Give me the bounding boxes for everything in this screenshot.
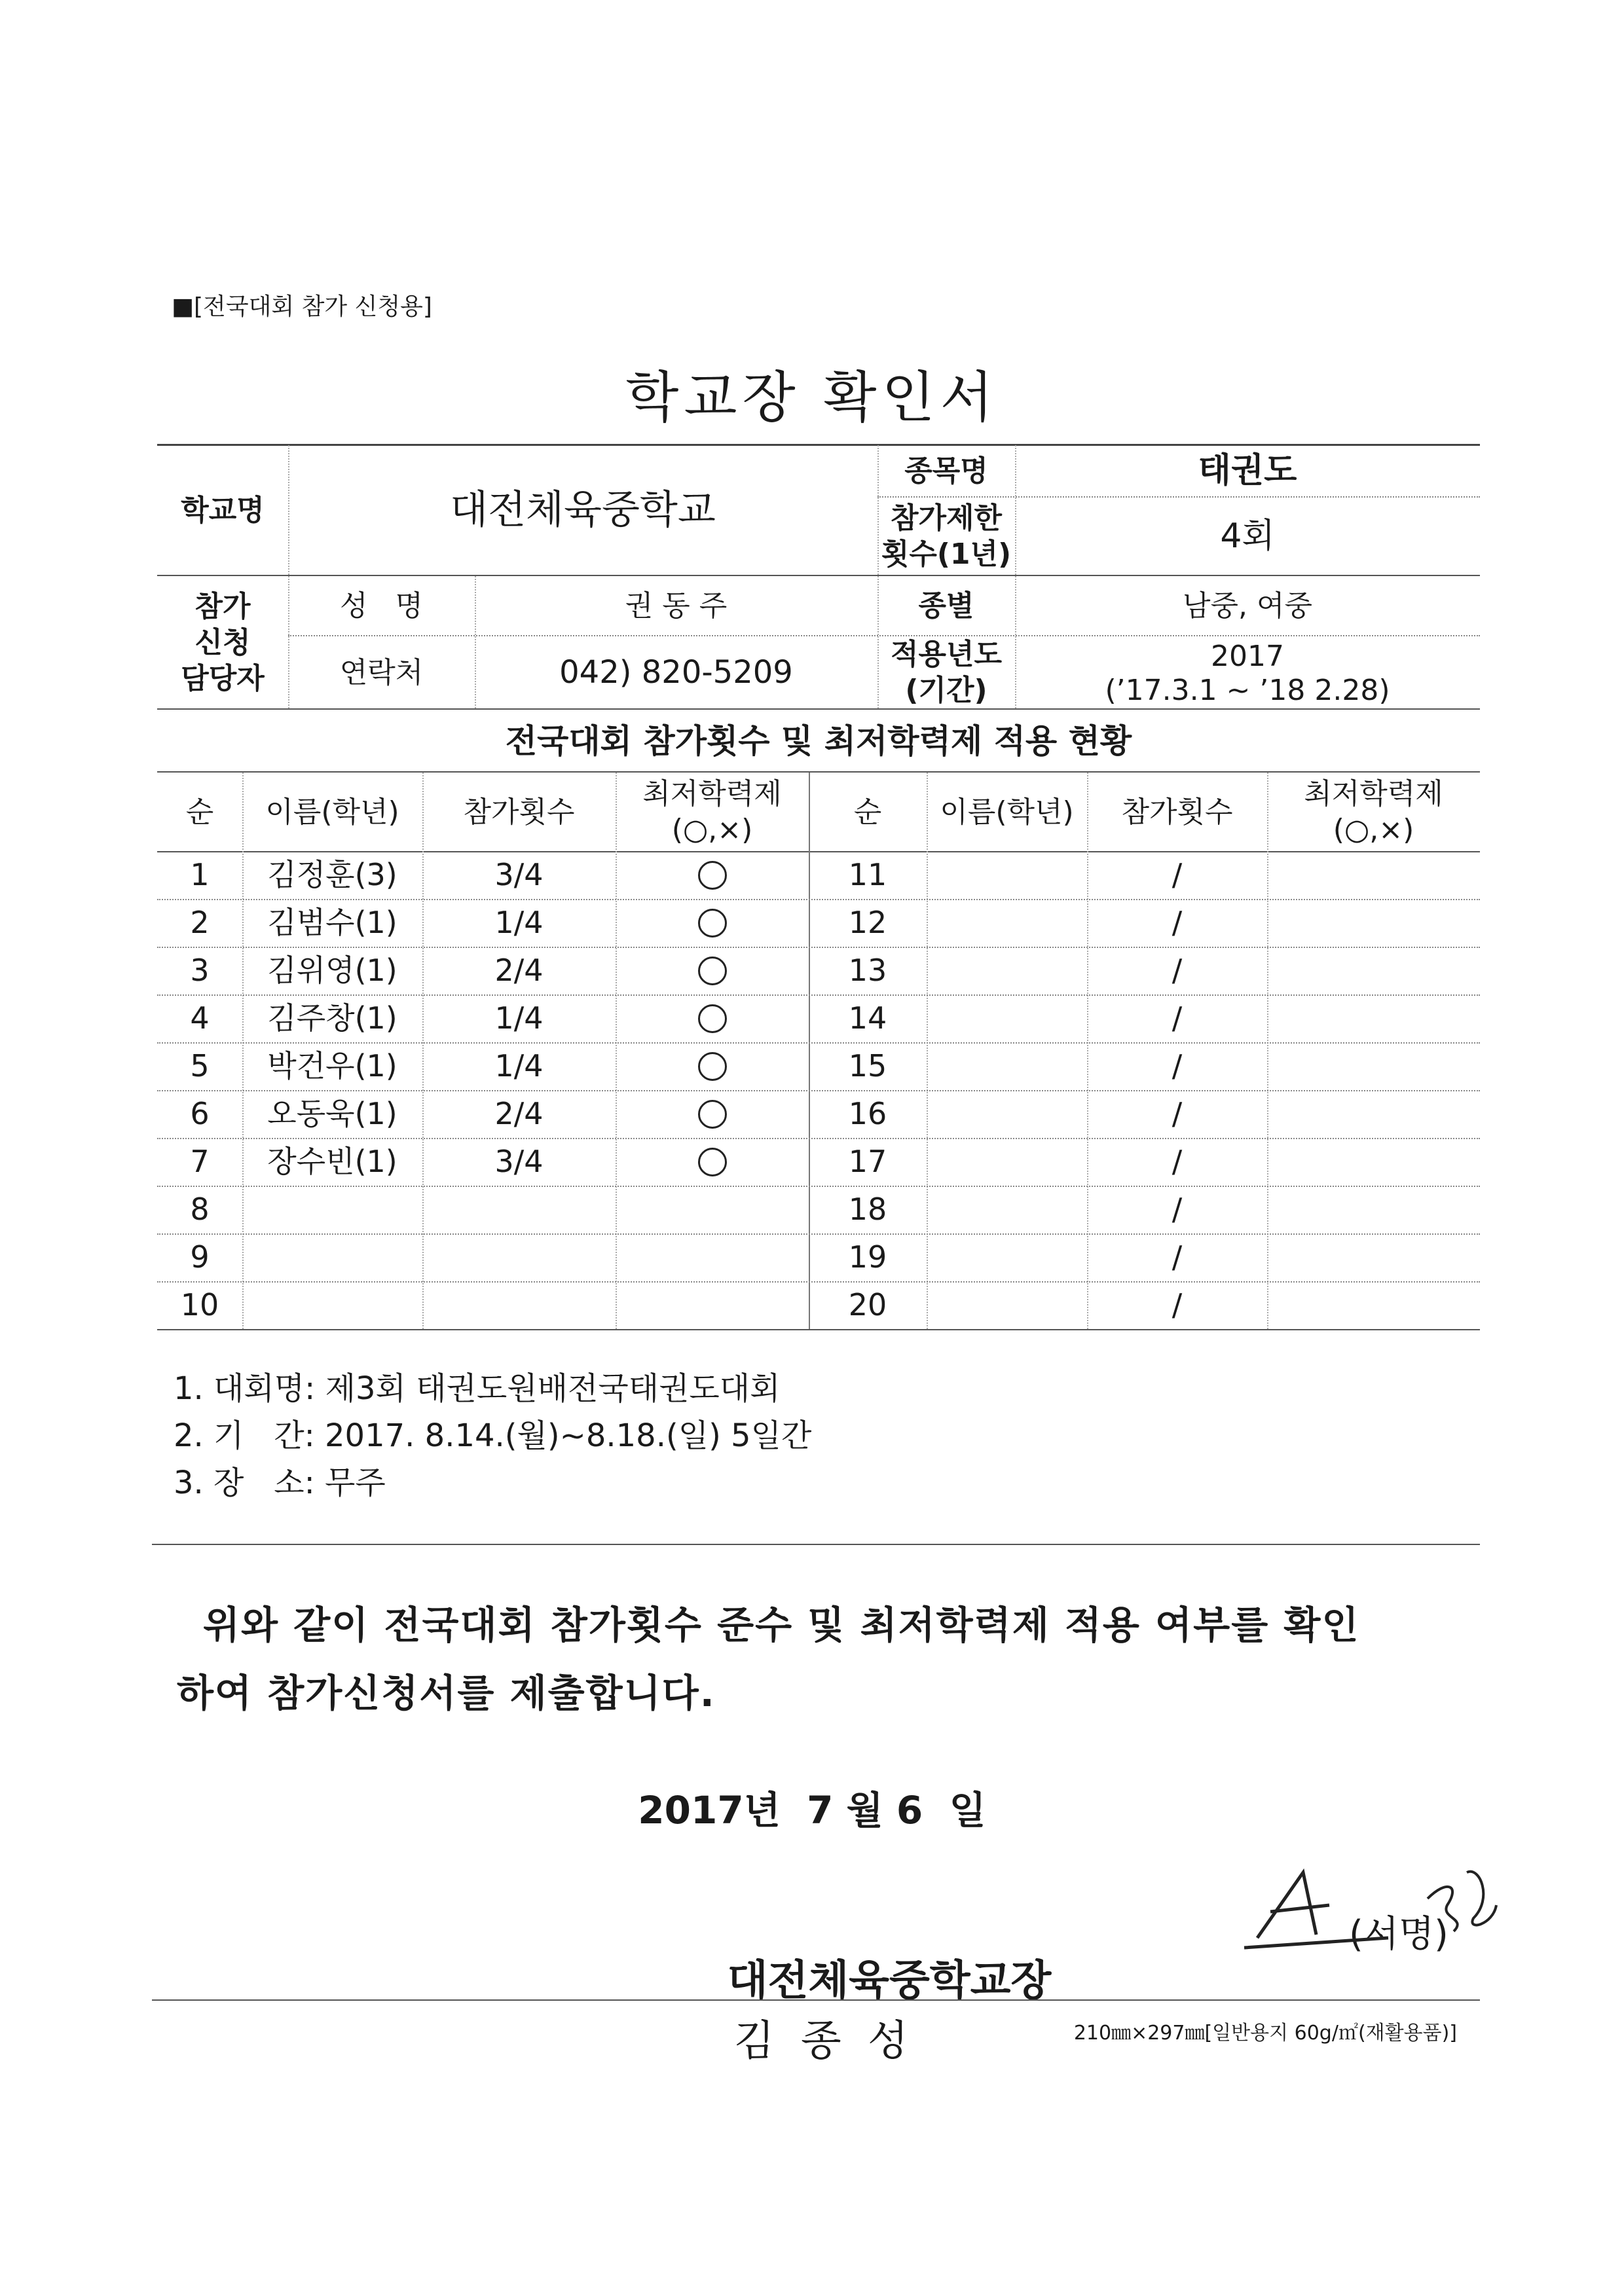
min-academic-cell (1267, 851, 1480, 899)
row-number: 3 (190, 952, 210, 988)
min-academic-cell (616, 899, 809, 947)
page-title: 학교장 확인서 (625, 365, 999, 429)
participation-count (422, 1186, 616, 1233)
row-number: 19 (848, 1239, 887, 1275)
min-academic-cell (1267, 1186, 1480, 1233)
min-academic-cell (1267, 1042, 1480, 1090)
applied-circle-icon (698, 1100, 727, 1129)
participation-count: 3/4 (494, 856, 544, 892)
table-row-divider (157, 1042, 1480, 1044)
student-name (927, 1281, 1087, 1329)
participation-count: 3/4 (494, 1143, 544, 1179)
table-row-divider (157, 1138, 1480, 1139)
name-value: 권 동 주 (625, 589, 728, 623)
participation-count: / (1172, 1286, 1183, 1322)
table-header-cell: 최저학력제 (○,×) (1304, 777, 1443, 847)
name-label: 성 명 (340, 589, 423, 623)
min-academic-cell (616, 1042, 809, 1090)
min-academic-cell (616, 1138, 809, 1186)
min-academic-cell (1267, 1281, 1480, 1329)
row-number: 8 (190, 1191, 210, 1227)
min-academic-cell (616, 1281, 809, 1329)
row-number: 15 (848, 1048, 887, 1084)
table-row-divider (157, 1329, 1480, 1330)
table-header-cell: 이름(학년) (265, 795, 399, 829)
applied-circle-icon (698, 1148, 727, 1176)
table-row-divider (157, 947, 1480, 948)
row-number: 18 (848, 1191, 887, 1227)
row-number: 5 (190, 1048, 210, 1084)
table-row-divider (157, 1233, 1480, 1235)
participation-count: 1/4 (494, 1000, 544, 1036)
row-number: 9 (190, 1239, 210, 1275)
row-number: 7 (190, 1143, 210, 1179)
principal-title: 대전체육중학교장 (727, 1957, 1052, 2005)
limit-label: 참가제한 횟수(1년) (881, 501, 1012, 571)
student-name (927, 1186, 1087, 1233)
table-header-cell: 참가횟수 (1121, 795, 1233, 829)
statement-line-2: 하여 참가신청서를 제출합니다. (177, 1671, 716, 1715)
year-value: 2017 (1211, 639, 1284, 673)
participation-count: 2/4 (494, 1095, 544, 1131)
table-header-cell: 최저학력제 (○,×) (642, 777, 782, 847)
paper-spec: 210㎜×297㎜[일반용지 60g/㎡(재활용품)] (1073, 2022, 1457, 2045)
applicant-label: 참가 신청 담당자 (181, 589, 265, 695)
student-name (242, 1186, 422, 1233)
participation-count: / (1172, 856, 1183, 892)
table-row-divider (157, 1281, 1480, 1283)
school-name-label: 학교명 (181, 493, 265, 527)
student-name (242, 1281, 422, 1329)
participation-count: 2/4 (494, 952, 544, 988)
row-number: 12 (848, 904, 887, 940)
student-name: 김정훈(3) (267, 856, 397, 892)
min-academic-cell (616, 1233, 809, 1281)
event-value: 태권도 (1198, 450, 1297, 490)
applied-circle-icon (698, 909, 727, 938)
row-number: 11 (848, 856, 887, 892)
section-title: 전국대회 참가횟수 및 최저학력제 적용 현황 (505, 721, 1132, 760)
row-number: 2 (190, 904, 210, 940)
row-number: 10 (180, 1286, 219, 1322)
participation-count: / (1172, 1143, 1183, 1179)
row-number: 16 (848, 1095, 887, 1131)
note-period: 2. 기 간: 2017. 8.14.(월)~8.18.(일) 5일간 (174, 1417, 812, 1454)
participation-count: / (1172, 904, 1183, 940)
row-number: 14 (848, 1000, 887, 1036)
category-label: 종별 (918, 589, 974, 623)
row-number: 4 (190, 1000, 210, 1036)
applied-circle-icon (698, 861, 727, 890)
table-row-divider (157, 899, 1480, 900)
student-name: 김주창(1) (267, 1000, 397, 1036)
year-label: 적용년도 (기간) (890, 638, 1002, 707)
table-row-divider (157, 1186, 1480, 1187)
student-name (927, 1090, 1087, 1138)
student-name (927, 1138, 1087, 1186)
statement-line-1: 위와 같이 전국대회 참가횟수 준수 및 최저학력제 적용 여부를 확인 (203, 1603, 1360, 1647)
participation-count: / (1172, 1000, 1183, 1036)
student-name (927, 947, 1087, 994)
form-tag: ■[전국대회 참가 신청용] (172, 293, 432, 320)
participation-count: / (1172, 1048, 1183, 1084)
student-name (242, 1233, 422, 1281)
applied-circle-icon (698, 1004, 727, 1033)
student-name (927, 1233, 1087, 1281)
period-value: (’17.3.1 ~ ’18 2.28) (1105, 673, 1390, 707)
applied-circle-icon (698, 957, 727, 985)
participation-count (422, 1233, 616, 1281)
min-academic-cell (1267, 947, 1480, 994)
participation-count: 1/4 (494, 904, 544, 940)
limit-value: 4회 (1220, 516, 1275, 556)
min-academic-cell (616, 1090, 809, 1138)
sign-note: (서명) (1349, 1913, 1449, 1956)
student-name (927, 899, 1087, 947)
participation-count (422, 1281, 616, 1329)
participation-count: 1/4 (494, 1048, 544, 1084)
row-number: 6 (190, 1095, 210, 1131)
table-row-divider (157, 1090, 1480, 1091)
min-academic-cell (1267, 994, 1480, 1042)
contact-label: 연락처 (339, 655, 424, 689)
min-academic-cell (616, 947, 809, 994)
row-number: 20 (848, 1286, 887, 1322)
handwritten-signature (1231, 1859, 1506, 1958)
min-academic-cell (1267, 1090, 1480, 1138)
applied-circle-icon (698, 1052, 727, 1081)
min-academic-cell (616, 994, 809, 1042)
contact-value: 042) 820-5209 (559, 654, 793, 691)
table-header-cell: 참가횟수 (463, 795, 575, 829)
min-academic-cell (1267, 1138, 1480, 1186)
table-header-cell: 순 (853, 795, 882, 829)
participation-count: / (1172, 952, 1183, 988)
row-number: 17 (848, 1143, 887, 1179)
signature-block (701, 1899, 1051, 2068)
table-header-cell: 이름(학년) (940, 795, 1074, 829)
school-name-value: 대전체육중학교 (450, 486, 716, 533)
category-value: 남중, 여중 (1183, 589, 1312, 623)
min-academic-cell (1267, 1233, 1480, 1281)
student-name (927, 851, 1087, 899)
note-event: 1. 대회명: 제3회 태권도원배전국태권도대회 (174, 1370, 781, 1407)
row-number: 13 (848, 952, 887, 988)
table-header-cell: 순 (185, 795, 214, 829)
min-academic-cell (1267, 899, 1480, 947)
issue-date: 2017년 7 월 6 일 (638, 1788, 986, 1832)
statement (177, 1591, 1360, 1727)
min-academic-cell (616, 851, 809, 899)
student-name: 장수빈(1) (267, 1143, 397, 1179)
row-number: 1 (190, 856, 210, 892)
student-name: 박건우(1) (267, 1048, 397, 1084)
student-name: 오동욱(1) (267, 1095, 397, 1131)
student-name (927, 1042, 1087, 1090)
student-name (927, 994, 1087, 1042)
participation-count: / (1172, 1095, 1183, 1131)
principal-name: 김 종 성 (733, 2017, 915, 2066)
table-row-divider (157, 994, 1480, 996)
min-academic-cell (616, 1186, 809, 1233)
student-name: 김범수(1) (267, 904, 397, 940)
note-place: 3. 장 소: 무주 (174, 1465, 386, 1501)
participation-count: / (1172, 1239, 1183, 1275)
event-label: 종목명 (904, 454, 988, 488)
participation-count: / (1172, 1191, 1183, 1227)
student-name: 김위영(1) (267, 952, 397, 988)
notes (174, 1365, 811, 1506)
